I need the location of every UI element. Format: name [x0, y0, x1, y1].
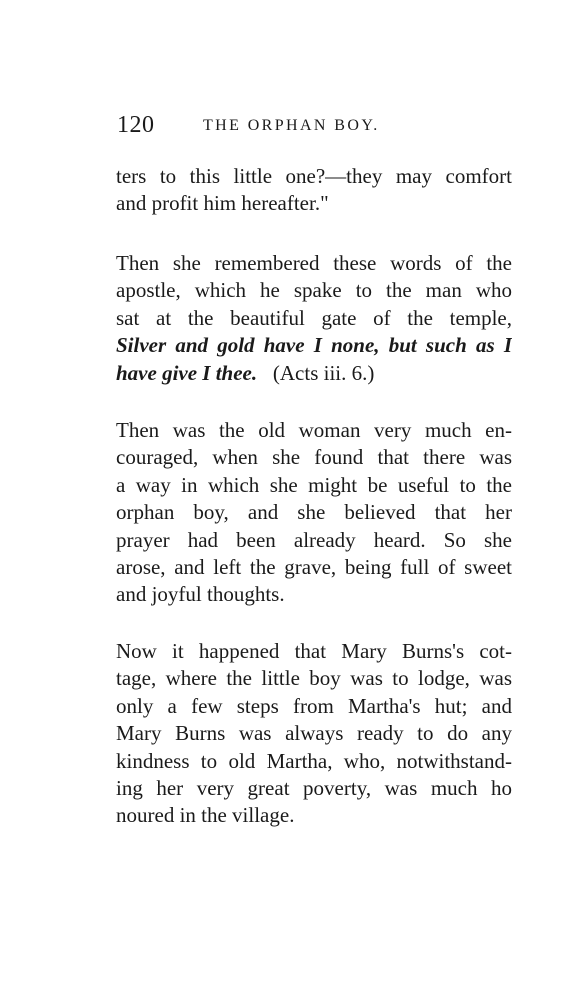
scripture-quote: Silver and gold have I none, but such as I	[116, 333, 512, 358]
scripture-quote: have give I thee.	[116, 360, 258, 385]
scripture-citation: (Acts iii. 6.)	[272, 360, 375, 385]
paragraph-2	[116, 250, 512, 387]
text-line: couraged, when she found that there was	[116, 445, 512, 470]
text-line: prayer had been already heard. So she	[116, 527, 512, 552]
text-line: Then was the old woman very much en-	[116, 418, 512, 442]
text-line: tage, where the little boy was to lodge, was	[116, 666, 512, 691]
running-title: THE ORPHAN BOY.	[203, 117, 380, 134]
paragraph-3	[116, 417, 512, 609]
text-line: noured in the village.	[116, 803, 295, 828]
text-line: orphan boy, and she believed that her	[116, 500, 512, 525]
text-line: ters to this little one?—they may comfort	[116, 164, 512, 188]
text-line: and joyful thoughts.	[116, 582, 285, 607]
paragraph-4	[116, 638, 512, 830]
text-line: Mary Burns was always ready to do any	[116, 721, 512, 746]
italic-text-line	[116, 360, 512, 387]
text-line: and profit him hereafter."	[116, 191, 329, 216]
text-line: sat at the beautiful gate of the temple,	[116, 305, 512, 330]
text-line: a way in which she might be useful to the	[116, 472, 512, 497]
text-line: apostle, which he spake to the man who	[116, 278, 512, 303]
paragraph-1	[116, 163, 512, 218]
text-line: arose, and left the grave, being full of sweet	[116, 555, 512, 580]
page-number: 120	[117, 112, 155, 138]
text-line: only a few steps from Martha's hut; and	[116, 693, 512, 718]
text-line: kindness to old Martha, who, notwithstand-	[116, 748, 512, 773]
text-line: Then she remembered these words of the	[116, 251, 512, 275]
text-line: ing her very great poverty, was much ho	[116, 776, 512, 801]
text-line: Now it happened that Mary Burns's cot-	[116, 639, 512, 663]
italic-text-line	[116, 332, 512, 359]
running-head	[0, 112, 569, 142]
